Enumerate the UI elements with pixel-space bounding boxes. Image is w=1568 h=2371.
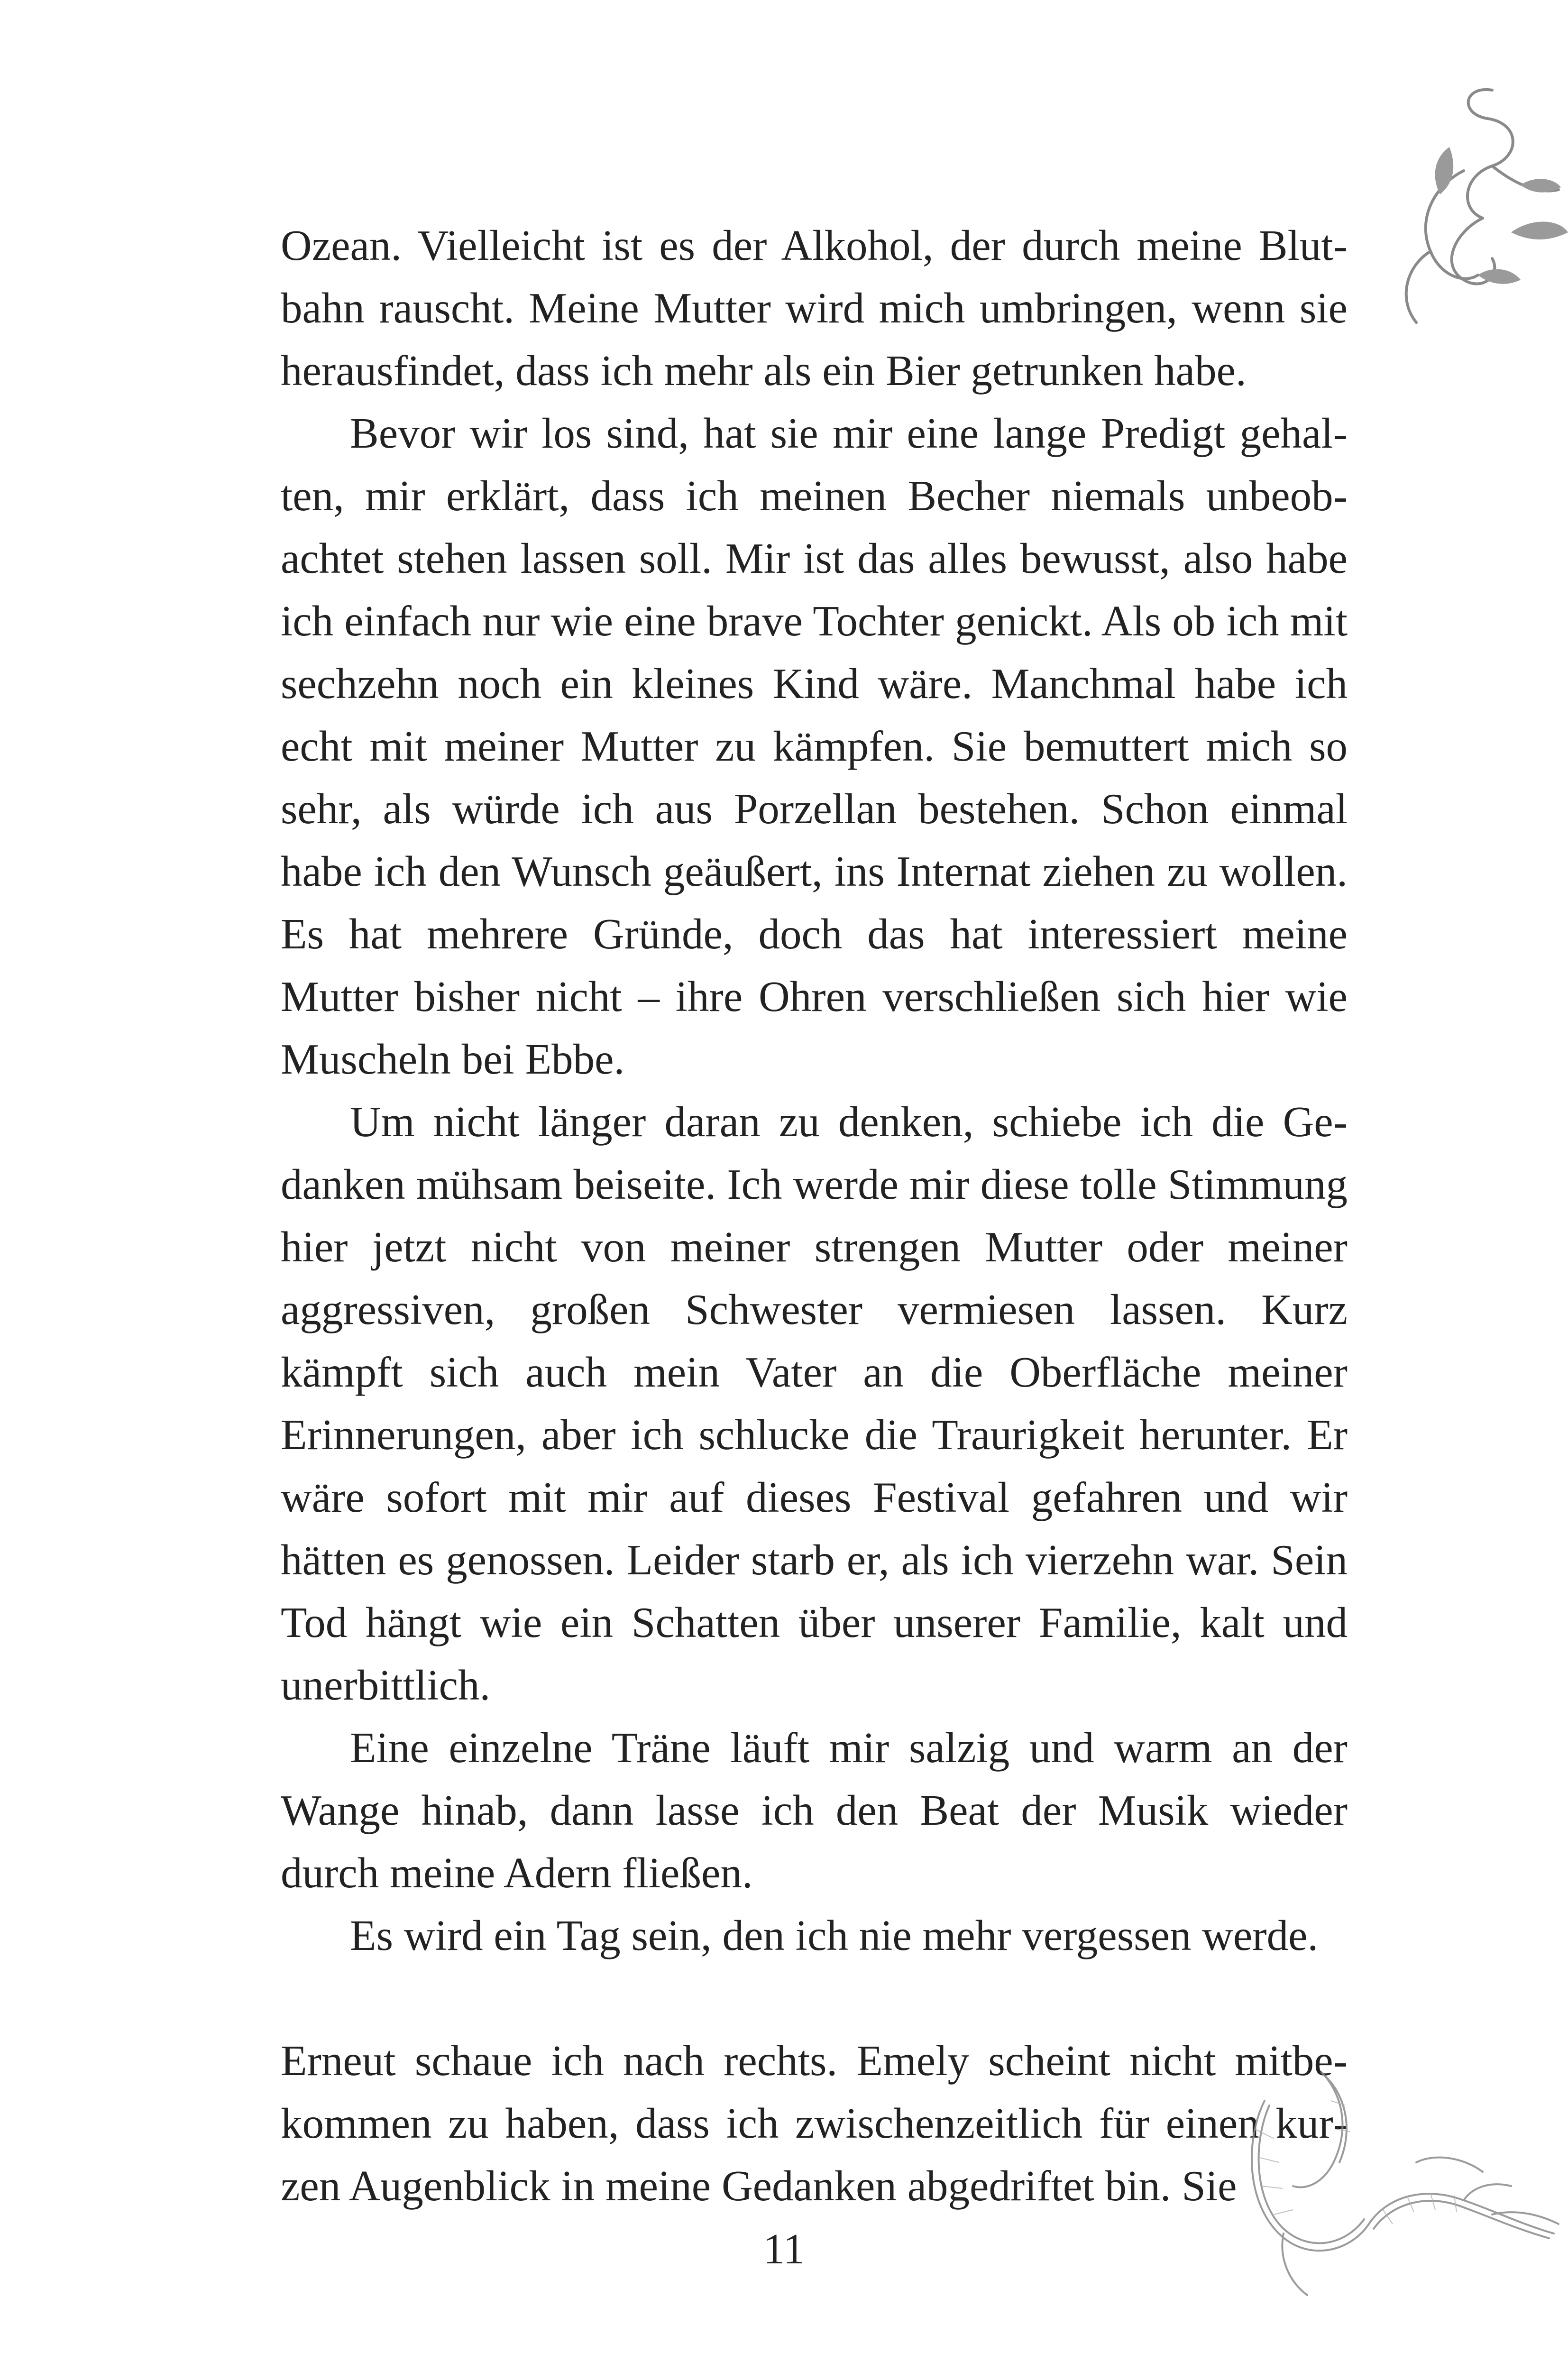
page-number: 11	[763, 2225, 805, 2273]
scene-break	[281, 1967, 1348, 2030]
paragraph: Es wird ein Tag sein, den ich nie mehr vergessen werde.	[350, 1912, 1319, 1959]
paragraph: Um nicht länger daran zu denken, schiebe ich die Gedanken mühsam beiseite. Ich werde mir diese tolle Stimmung hier jetzt nicht von meiner strengen Mutter oder meiner aggressiven, großen Schwester vermiesen lassen. Kurz kämpft sich auch mein Vater an die Oberfläche meiner Erinnerungen, aber ich schlucke die Traurigkeit herunter. Er wäre sofort mit mir auf dieses Festival gefahren und wir hätten es genossen. Leider starb er, als ich vierzehn war. Sein Tod hängt wie ein Schatten über unserer Familie, kalt und unerbittlich.	[281, 1098, 1348, 1709]
paragraph: Bevor wir los sind, hat sie mir eine lange Predigt gehalten, mir erklärt, dass ich meinen Becher niemals unbeobachtet stehen lassen soll. Mir ist das alles bewusst, also habe ich einfach nur wie eine brave Tochter genickt. Als ob ich mit sechzehn noch ein kleines Kind wäre. Manchmal habe ich echt mit meiner Mutter zu kämpfen. Sie bemuttert mich so sehr, als würde ich aus Porzellan bestehen. Schon einmal habe ich den Wunsch geäußert, ins Internat ziehen zu wollen. Es hat mehrere Gründe, doch das hat interessiert meine Mutter bisher nicht – ihre Ohren verschließen sich hier wie Muscheln bei Ebbe.	[281, 409, 1348, 1083]
floral-swirl-icon	[1321, 76, 1568, 341]
paragraph: Eine einzelne Träne läuft mir salzig und warm an der Wange hinab, dann lasse ich den Beat der Musik wieder durch meine Adern fließen.	[281, 1724, 1348, 1897]
paragraph: Erneut schaue ich nach rechts. Emely scheint nicht mitbekommen zu haben, dass ich zwischenzeitlich für einen kurzen Augenblick in meine Gedanken abgedriftet bin. Sie	[281, 2037, 1348, 2210]
paragraph: Ozean. Vielleicht ist es der Alkohol, der durch meine Blutbahn rauscht. Meine Mutter wird mich umbringen, wenn sie herausfindet, dass ich mehr als ein Bier getrunken habe.	[281, 221, 1348, 395]
body-text	[281, 214, 1348, 2217]
